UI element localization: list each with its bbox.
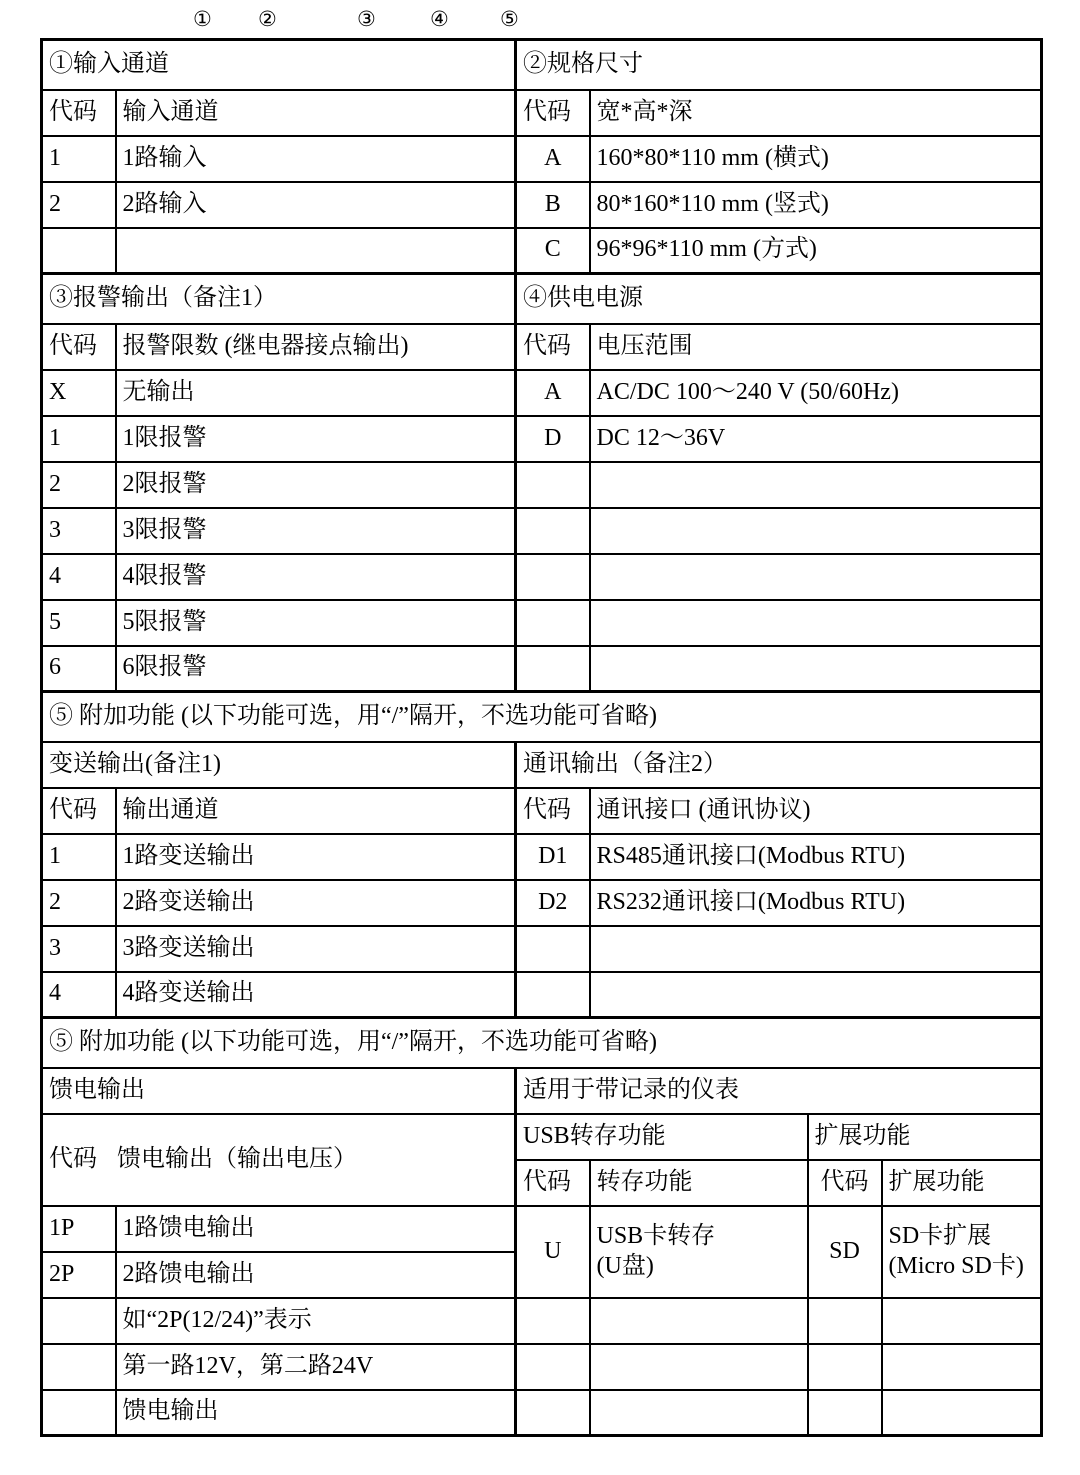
spacer-cell (590, 1298, 808, 1344)
table-row (42, 90, 1042, 136)
table-row (42, 880, 1042, 926)
col-header-output-channel: 输出通道 (116, 788, 516, 834)
banner-extra-functions-1: ⑤ 附加功能 (以下功能可选，用“/”隔开，不选功能可省略) (42, 692, 1042, 742)
usb-value-line-1: USB卡转存 (596, 1222, 716, 1249)
col-header-code: 代码 (42, 90, 116, 136)
spacer-cell (590, 1390, 808, 1436)
table-row (42, 788, 1042, 834)
code-cell: 1P (42, 1206, 116, 1252)
spacer-cell (516, 1344, 590, 1390)
code-cell: C (516, 228, 590, 274)
value-cell: 2路馈电输出 (116, 1252, 516, 1298)
col-header-feed-output: 馈电输出（输出电压） (117, 1145, 357, 1172)
table-row (42, 182, 1042, 228)
value-cell: 3限报警 (116, 508, 516, 554)
code-cell: A (516, 370, 590, 416)
spacer-cell (590, 508, 1042, 554)
spacer-cell (590, 554, 1042, 600)
subsection-title-recorder-applicable: 适用于带记录的仪表 (516, 1068, 1042, 1114)
spacer-cell (516, 600, 590, 646)
table-row (42, 692, 1042, 742)
expand-value-line-2: (Micro SD卡) (888, 1252, 1024, 1279)
subsection-title-comm-output: 通讯输出（备注2） (516, 742, 1042, 788)
code-cell: D1 (516, 834, 590, 880)
col-header-input-channel: 输入通道 (116, 90, 516, 136)
table-row (42, 1298, 1042, 1344)
value-cell: 6限报警 (116, 646, 516, 692)
value-cell: 160*80*110 mm (横式) (590, 136, 1042, 182)
spacer-cell (42, 228, 116, 274)
value-cell: 4路变送输出 (116, 972, 516, 1018)
value-cell: 1路变送输出 (116, 834, 516, 880)
value-cell: 1路馈电输出 (116, 1206, 516, 1252)
table-row (42, 324, 1042, 370)
spacer-cell (42, 1390, 116, 1436)
code-cell: 4 (42, 972, 116, 1018)
spacer-cell (808, 1390, 882, 1436)
code-cell: B (516, 182, 590, 228)
expand-value-line-1: SD卡扩展 (888, 1222, 992, 1249)
subsection-title-transmit-output: 变送输出(备注1) (42, 742, 516, 788)
value-cell: RS232通讯接口(Modbus RTU) (590, 880, 1042, 926)
col-header-feed-output-group (42, 1114, 516, 1206)
spacer-cell (42, 1344, 116, 1390)
marker-3: ③ (357, 7, 376, 31)
value-cell: 1路输入 (116, 136, 516, 182)
spacer-cell (808, 1344, 882, 1390)
table-row (42, 370, 1042, 416)
code-cell: A (516, 136, 590, 182)
table-row (42, 1344, 1042, 1390)
marker-row (0, 4, 1080, 36)
spacer-cell (116, 228, 516, 274)
col-header-code: 代码 (516, 324, 590, 370)
subsection-title-feed-output: 馈电输出 (42, 1068, 516, 1114)
value-cell: 80*160*110 mm (竖式) (590, 182, 1042, 228)
spacer-cell (590, 1344, 808, 1390)
table-row (42, 274, 1042, 324)
usb-value-line-2: (U盘) (596, 1252, 654, 1279)
table-row (42, 1018, 1042, 1068)
code-cell: 1 (42, 136, 116, 182)
section-title-dimensions: ②规格尺寸 (516, 40, 1042, 90)
table-row (42, 600, 1042, 646)
spacer-cell (882, 1298, 1042, 1344)
note-line-2: 第一路12V，第二路24V (116, 1344, 516, 1390)
table-row (42, 1114, 1042, 1160)
col-header-code: 代码 (516, 1160, 590, 1206)
col-header-code: 代码 (49, 1145, 97, 1172)
marker-4: ④ (430, 7, 449, 31)
spacer-cell (516, 926, 590, 972)
spacer-cell (516, 1298, 590, 1344)
table-row (42, 646, 1042, 692)
value-cell: AC/DC 100～240 V (50/60Hz) (590, 370, 1042, 416)
spacer-cell (808, 1298, 882, 1344)
marker-2: ② (258, 7, 277, 31)
value-cell: DC 12～36V (590, 416, 1042, 462)
value-cell: RS485通讯接口(Modbus RTU) (590, 834, 1042, 880)
col-header-code: 代码 (516, 90, 590, 136)
code-cell: 5 (42, 600, 116, 646)
subsection-title-usb: USB转存功能 (516, 1114, 808, 1160)
code-cell: 3 (42, 926, 116, 972)
code-cell: 3 (42, 508, 116, 554)
col-header-usb-function: 转存功能 (590, 1160, 808, 1206)
value-cell: 1限报警 (116, 416, 516, 462)
table-row (42, 228, 1042, 274)
table-row (42, 742, 1042, 788)
col-header-comm-interface: 通讯接口 (通讯协议) (590, 788, 1042, 834)
code-cell: 1 (42, 834, 116, 880)
code-cell: 2 (42, 182, 116, 228)
table-row (42, 926, 1042, 972)
spacer-cell (516, 646, 590, 692)
spacer-cell (882, 1344, 1042, 1390)
value-cell: 2限报警 (116, 462, 516, 508)
table-row (42, 1068, 1042, 1114)
code-cell: 2P (42, 1252, 116, 1298)
code-cell: D (516, 416, 590, 462)
code-cell: U (516, 1206, 590, 1298)
spacer-cell (590, 600, 1042, 646)
col-header-dimensions: 宽*高*深 (590, 90, 1042, 136)
col-header-code: 代码 (516, 788, 590, 834)
col-header-code: 代码 (42, 788, 116, 834)
spacer-cell (590, 462, 1042, 508)
code-cell: 2 (42, 462, 116, 508)
value-cell: 3路变送输出 (116, 926, 516, 972)
col-header-voltage: 电压范围 (590, 324, 1042, 370)
spec-table (40, 38, 1043, 1437)
note-line-3: 馈电输出 (116, 1390, 516, 1436)
marker-1: ① (193, 7, 212, 31)
table-row (42, 136, 1042, 182)
spacer-cell (516, 1390, 590, 1436)
spacer-cell (516, 554, 590, 600)
value-cell: 4限报警 (116, 554, 516, 600)
value-cell: 2路变送输出 (116, 880, 516, 926)
code-cell: 4 (42, 554, 116, 600)
section-title-alarm-output: ③报警输出（备注1） (42, 274, 516, 324)
spacer-cell (882, 1390, 1042, 1436)
table-row (42, 40, 1042, 90)
table-row (42, 508, 1042, 554)
table-row (42, 1206, 1042, 1252)
table-row (42, 462, 1042, 508)
spacer-cell (42, 1298, 116, 1344)
code-cell: D2 (516, 880, 590, 926)
value-cell-expand (882, 1206, 1042, 1298)
section-title-input-channel: ①输入通道 (42, 40, 516, 90)
subsection-title-expand: 扩展功能 (808, 1114, 1042, 1160)
spacer-cell (516, 972, 590, 1018)
marker-5: ⑤ (500, 7, 519, 31)
value-cell: 96*96*110 mm (方式) (590, 228, 1042, 274)
value-cell: 无输出 (116, 370, 516, 416)
table-row (42, 834, 1042, 880)
spacer-cell (516, 508, 590, 554)
value-cell-usb (590, 1206, 808, 1298)
col-header-alarm: 报警限数 (继电器接点输出) (116, 324, 516, 370)
value-cell: 5限报警 (116, 600, 516, 646)
col-header-expand-function: 扩展功能 (882, 1160, 1042, 1206)
spacer-cell (590, 646, 1042, 692)
col-header-code: 代码 (42, 324, 116, 370)
spacer-cell (590, 926, 1042, 972)
code-cell: 6 (42, 646, 116, 692)
code-cell: 2 (42, 880, 116, 926)
table-row (42, 416, 1042, 462)
code-cell: 1 (42, 416, 116, 462)
table-row (42, 554, 1042, 600)
spacer-cell (590, 972, 1042, 1018)
value-cell: 2路输入 (116, 182, 516, 228)
table-row (42, 1390, 1042, 1436)
code-cell: SD (808, 1206, 882, 1298)
banner-extra-functions-2: ⑤ 附加功能 (以下功能可选，用“/”隔开，不选功能可省略) (42, 1018, 1042, 1068)
col-header-code: 代码 (808, 1160, 882, 1206)
table-row (42, 972, 1042, 1018)
section-title-power-supply: ④供电电源 (516, 274, 1042, 324)
code-cell: X (42, 370, 116, 416)
note-line-1: 如“2P(12/24)”表示 (116, 1298, 516, 1344)
spacer-cell (516, 462, 590, 508)
